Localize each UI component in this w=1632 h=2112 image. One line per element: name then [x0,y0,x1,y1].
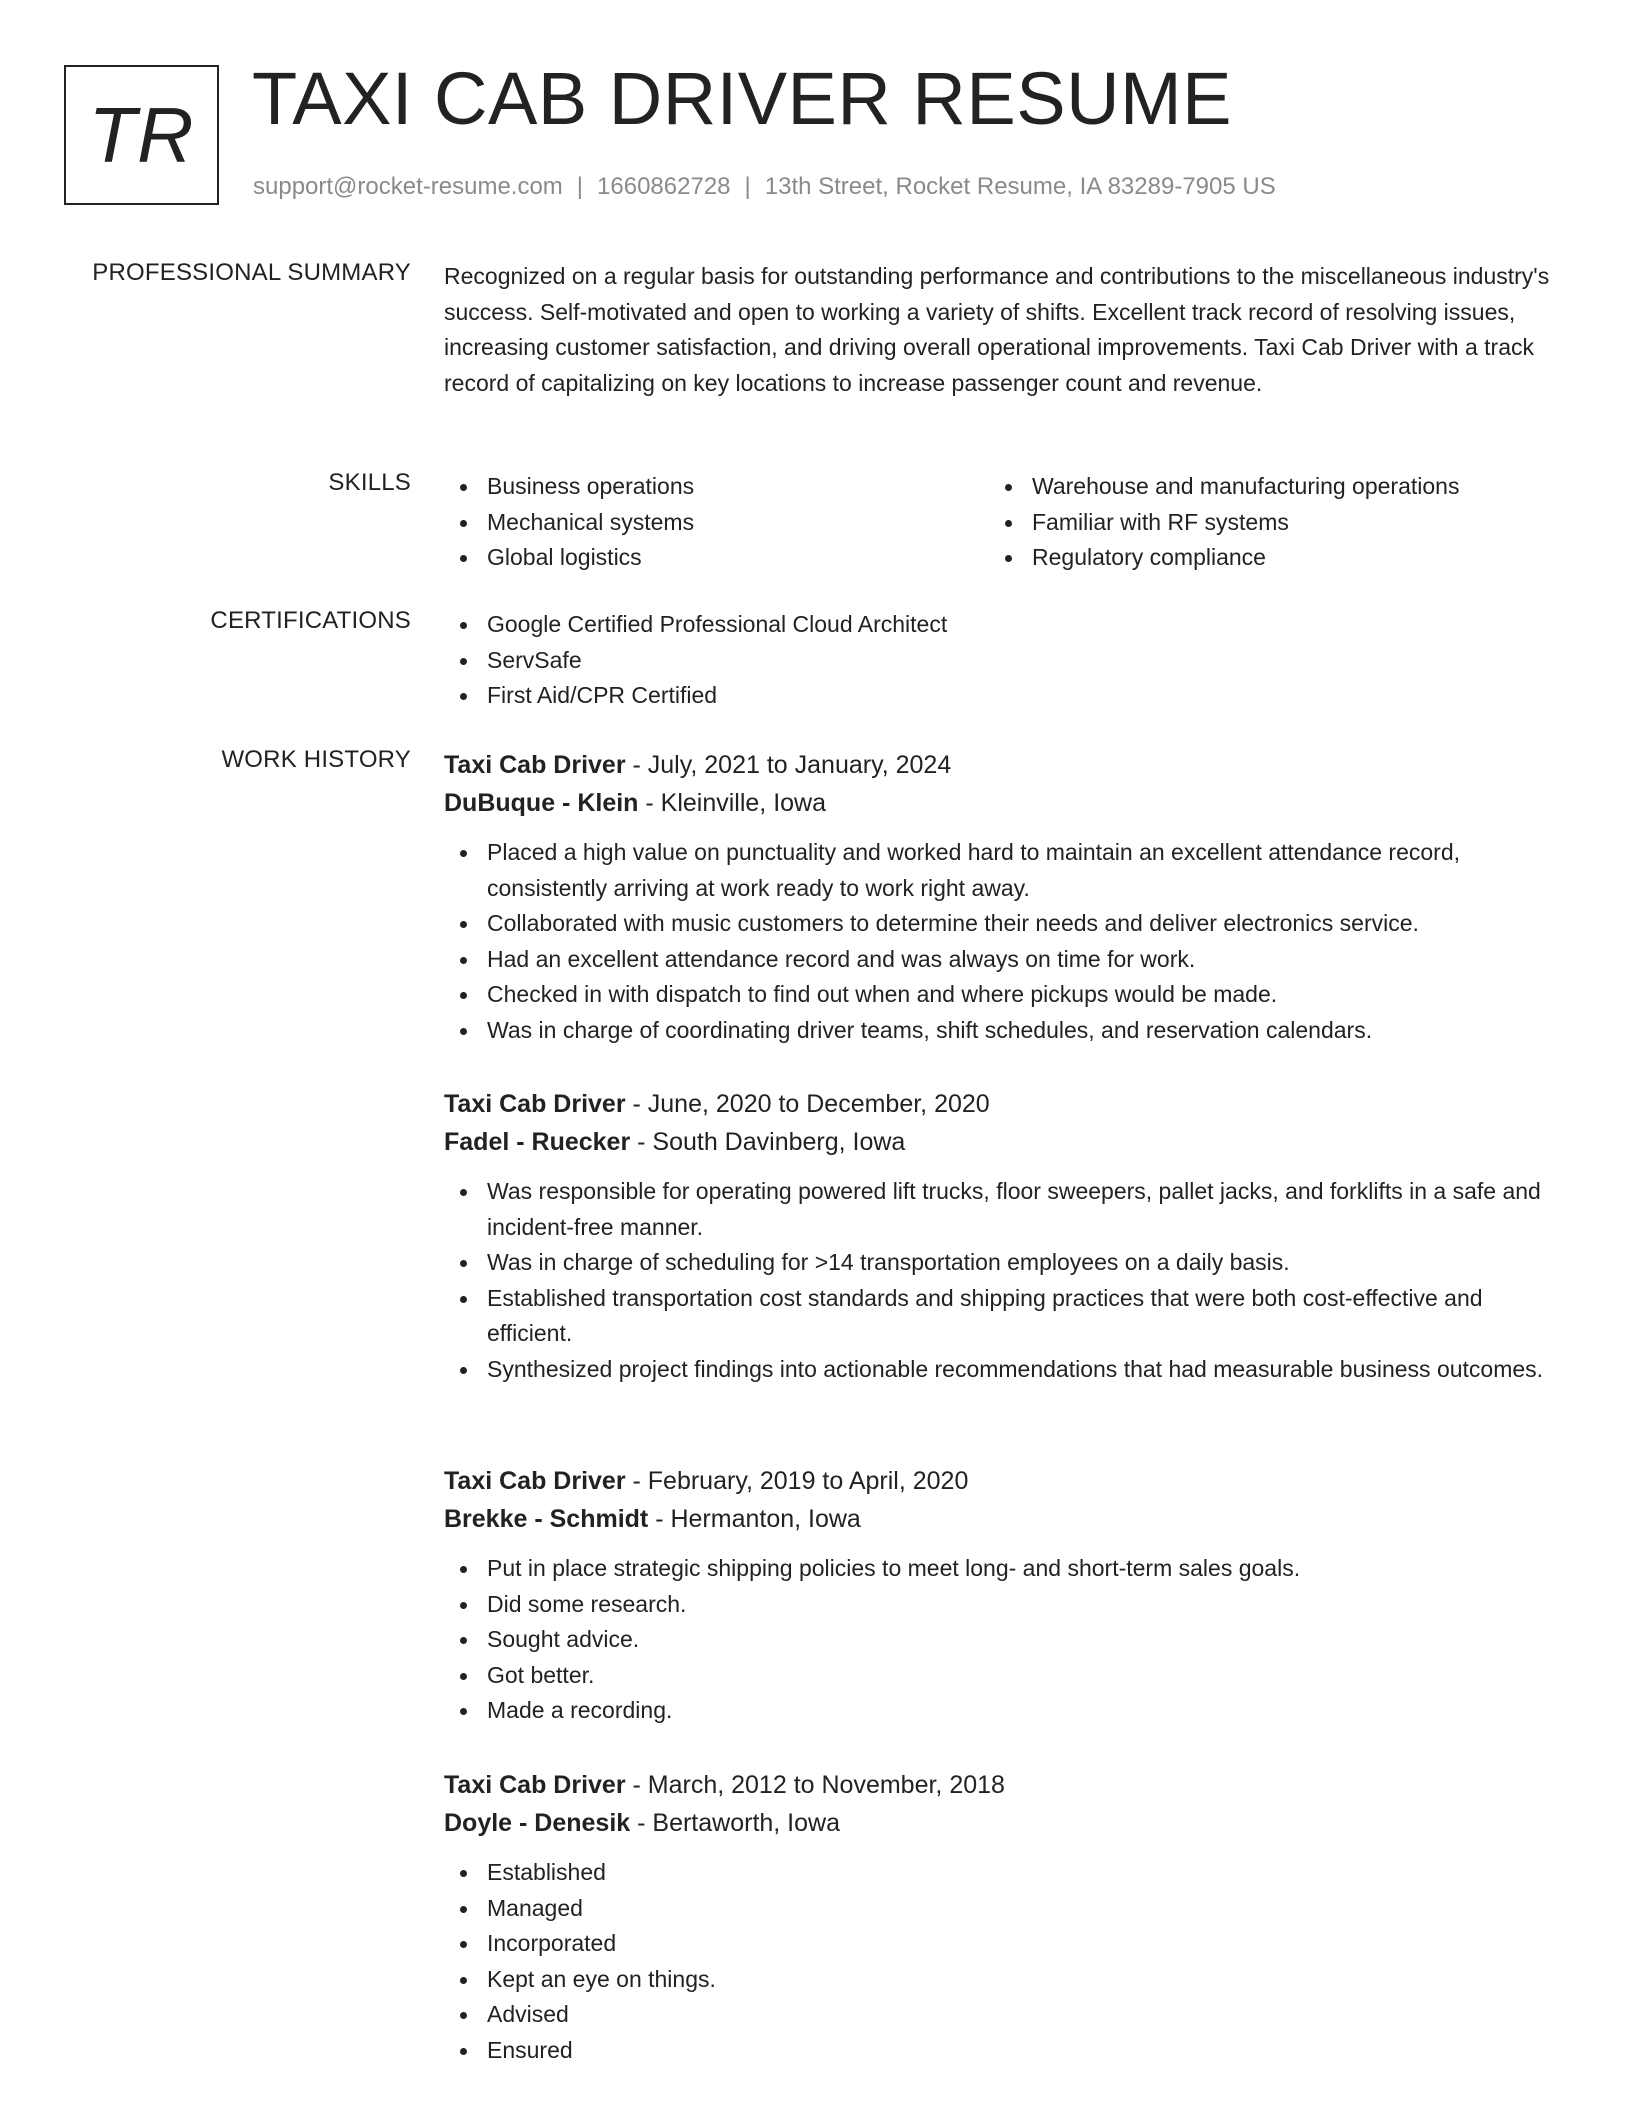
job-company-line [444,784,1559,822]
job-company: DuBuque - Klein [444,789,639,817]
job-title: Taxi Cab Driver [444,1467,626,1495]
job-title-line [444,1085,1559,1123]
job-location: - Kleinville, Iowa [638,789,827,817]
job-bullet: Established transportation cost standards and shipping practices that were both cost-effective and efficient. [444,1281,1559,1352]
job-title: Taxi Cab Driver [444,1771,626,1799]
job-bullet: Was in charge of coordinating driver teams, shift schedules, and reservation calendars. [444,1013,1559,1049]
job-bullet: Did some research. [444,1587,1559,1623]
job-entry [444,1085,1559,1387]
job-bullet: Sought advice. [444,1622,1559,1658]
section-label-certifications: CERTIFICATIONS [210,607,411,634]
job-bullets [444,835,1559,1048]
job-location: - Bertaworth, Iowa [630,1809,840,1837]
job-bullets [444,1174,1559,1387]
job-entry [444,746,1559,1048]
job-location: - Hermanton, Iowa [648,1505,861,1533]
job-bullets [444,1551,1559,1729]
job-bullet: Was responsible for operating powered lift trucks, floor sweepers, pallet jacks, and forklifts in a safe and incident-free manner. [444,1174,1559,1245]
job-bullet: Checked in with dispatch to find out when and where pickups would be made. [444,977,1559,1013]
job-dates: - July, 2021 to January, 2024 [625,751,952,779]
job-company: Doyle - Denesik [444,1809,631,1837]
job-bullet: Had an excellent attendance record and was always on time for work. [444,942,1559,978]
job-title-line [444,1462,1559,1500]
section-label-skills: SKILLS [328,469,411,496]
certifications-list [444,607,1559,714]
job-dates: - June, 2020 to December, 2020 [625,1090,990,1118]
job-bullet: Kept an eye on things. [444,1962,1559,1998]
skills-list [444,469,1559,576]
job-bullet: Placed a high value on punctuality and worked hard to maintain an excellent attendance record, consistently arriving at work ready to work right away. [444,835,1559,906]
job-bullet: Put in place strategic shipping policies to meet long- and short-term sales goals. [444,1551,1559,1587]
job-bullets [444,1855,1559,2068]
job-company: Brekke - Schmidt [444,1505,649,1533]
skill-item: Business operations [444,469,989,505]
skill-item: Familiar with RF systems [989,505,1534,541]
section-label-work-history: WORK HISTORY [221,746,411,773]
skill-item: Warehouse and manufacturing operations [989,469,1534,505]
monogram-initials: TR [88,90,195,179]
certification-item: First Aid/CPR Certified [444,678,1559,714]
contact-email: support@rocket-resume.com [253,173,563,200]
job-company-line [444,1500,1559,1538]
job-dates: - March, 2012 to November, 2018 [625,1771,1005,1799]
job-bullet: Got better. [444,1658,1559,1694]
job-title: Taxi Cab Driver [444,751,626,779]
section-label-summary: PROFESSIONAL SUMMARY [92,259,411,286]
job-bullet: Established [444,1855,1559,1891]
job-bullet: Was in charge of scheduling for >14 transportation employees on a daily basis. [444,1245,1559,1281]
contact-separator: | [744,173,751,200]
contact-separator: | [576,173,584,200]
job-bullet: Ensured [444,2033,1559,2069]
job-bullet: Incorporated [444,1926,1559,1962]
job-bullet: Advised [444,1997,1559,2033]
job-location: - South Davinberg, Iowa [630,1128,906,1156]
contact-line [253,173,1276,201]
job-entry [444,1462,1559,1729]
job-bullet: Managed [444,1891,1559,1927]
job-company-line [444,1804,1559,1842]
monogram-box [64,65,219,205]
job-dates: - February, 2019 to April, 2020 [625,1467,969,1495]
skills-column-2 [989,469,1534,576]
certification-item: Google Certified Professional Cloud Architect [444,607,1559,643]
resume-title: TAXI CAB DRIVER RESUME [252,57,1233,140]
certification-item: ServSafe [444,643,1559,679]
contact-phone: 1660862728 [597,173,731,200]
skill-item: Mechanical systems [444,505,989,541]
job-title-line [444,746,1559,784]
contact-address: 13th Street, Rocket Resume, IA 83289-7905 US [764,173,1276,200]
job-company-line [444,1123,1559,1161]
job-entry [444,1766,1559,2068]
job-company: Fadel - Ruecker [444,1128,631,1156]
job-title: Taxi Cab Driver [444,1090,626,1118]
job-title-line [444,1766,1559,1804]
summary-text: Recognized on a regular basis for outstanding performance and contributions to the miscellaneous industry's success. Self-motivated and open to working a variety of shifts. Excellent track record of resolving issues, increasing customer satisfaction, and driving overall operational improvements. Taxi Cab Driver with a track record of capitalizing on key locations to increase passenger count and revenue. [444,263,1550,396]
skill-item: Global logistics [444,540,989,576]
job-bullet: Made a recording. [444,1693,1559,1729]
skill-item: Regulatory compliance [989,540,1534,576]
skills-column-1 [444,469,989,576]
job-bullet: Synthesized project findings into actionable recommendations that had measurable business outcomes. [444,1352,1559,1388]
job-bullet: Collaborated with music customers to determine their needs and deliver electronics service. [444,906,1559,942]
